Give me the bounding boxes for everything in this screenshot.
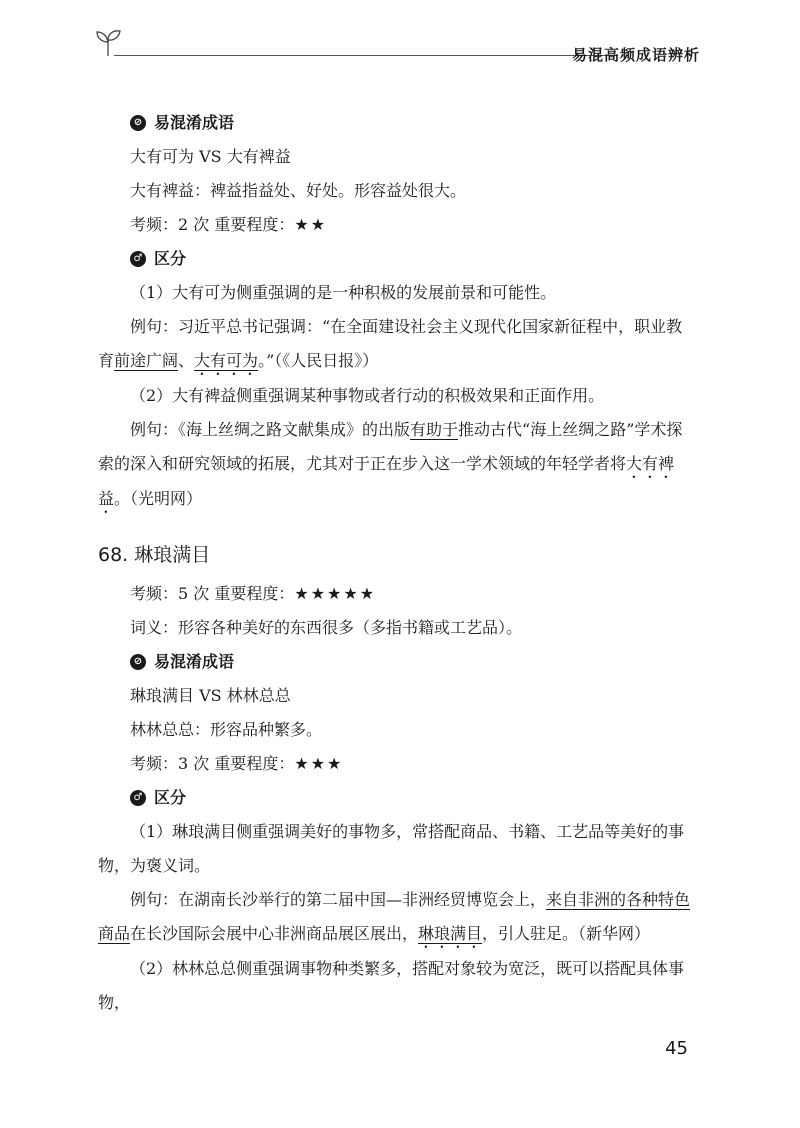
header-title: 易混高频成语辨析 bbox=[571, 46, 700, 64]
confusable-idioms-heading bbox=[98, 645, 698, 679]
example-source: 。”（《人民日报》） bbox=[258, 351, 379, 370]
distinction-icon: ♂ bbox=[130, 251, 146, 267]
confusion-icon: ⊘ bbox=[130, 115, 146, 131]
frequency-label: 考频：3 次 重要程度： bbox=[130, 754, 295, 773]
example-sentence-1 bbox=[98, 883, 698, 952]
underlined-phrase: 来自非洲的各种特色商品 bbox=[98, 890, 691, 943]
highlighted-idiom: 大有可为 bbox=[194, 351, 259, 370]
underlined-phrase: 有助于 bbox=[410, 420, 459, 439]
example-text: 、 bbox=[178, 351, 195, 370]
confusion-icon: ⊘ bbox=[130, 654, 146, 670]
idiom-pair: 琳琅满目 VS 林林总总 bbox=[130, 686, 291, 705]
highlighted-idiom: 大有裨益 bbox=[98, 454, 675, 508]
idiom-definition: 大有裨益：裨益指益处、好处。形容益处很大。 bbox=[130, 181, 467, 200]
example-text: 例句：在湖南长沙举行的第二届中国—非洲经贸博览会上， bbox=[130, 890, 547, 909]
highlighted-idiom: 琳琅满目 bbox=[418, 924, 483, 943]
distinction-point-1: （1）琳琅满目侧重强调美好的事物多，常搭配商品、书籍、工艺品等美好的事物，为褒义词。 bbox=[98, 822, 685, 875]
example-text: 推动古代“海上丝绸之路”学术探索的深入和研究领域的拓展，尤其对于正在步入这一学术领域的年轻学者将 bbox=[98, 420, 683, 473]
distinction-heading bbox=[98, 242, 698, 276]
frequency-line bbox=[98, 577, 698, 611]
example-sentence-2 bbox=[98, 413, 698, 517]
page-number: 45 bbox=[665, 1038, 688, 1059]
frequency-label: 考频：5 次 重要程度： bbox=[130, 584, 295, 603]
importance-stars: ★★★★★ bbox=[294, 584, 377, 603]
distinction-heading bbox=[98, 781, 698, 815]
distinction-point-2: （2）大有裨益侧重强调某种事物或者行动的积极效果和正面作用。 bbox=[130, 386, 605, 405]
idiom-definition: 林林总总：形容品种繁多。 bbox=[130, 720, 323, 739]
distinction-point-2: （2）林林总总侧重强调事物种类繁多，搭配对象较为宽泛，既可以搭配具体事物， bbox=[98, 959, 685, 1012]
frequency-line bbox=[98, 208, 698, 242]
distinction-heading-label: 区分 bbox=[154, 249, 187, 268]
sprout-icon bbox=[94, 26, 124, 58]
page-body bbox=[98, 106, 698, 1020]
distinction-heading-label: 区分 bbox=[154, 788, 187, 807]
frequency-line bbox=[98, 747, 698, 781]
example-text: 在长沙国际会展中心非洲商品展区展出， bbox=[130, 924, 419, 943]
idiom-pair: 大有可为 VS 大有裨益 bbox=[130, 147, 291, 166]
example-source: 。（光明网） bbox=[114, 489, 203, 508]
importance-stars: ★★★ bbox=[294, 754, 344, 773]
example-text: 例句：习近平总书记强调：“在全面建设社会主义现代化国家新征程中，职业教育 bbox=[98, 317, 683, 370]
frequency-label: 考频：2 次 重要程度： bbox=[130, 215, 295, 234]
confusable-heading-label: 易混淆成语 bbox=[154, 113, 235, 132]
underlined-phrase: 前途广阔 bbox=[114, 351, 179, 370]
confusable-heading-label: 易混淆成语 bbox=[154, 652, 235, 671]
entry-title: 68. 琳琅满目 bbox=[98, 544, 211, 566]
example-sentence-1 bbox=[98, 310, 698, 379]
importance-stars: ★★ bbox=[294, 215, 328, 234]
idiom-meaning: 词义：形容各种美好的东西很多（多指书籍或工艺品）。 bbox=[130, 618, 523, 637]
header-rule bbox=[114, 55, 616, 56]
example-text: 例句：《海上丝绸之路文献集成》的出版 bbox=[130, 420, 411, 439]
page-header bbox=[94, 22, 706, 72]
confusable-idioms-heading bbox=[98, 106, 698, 140]
distinction-point-1: （1）大有可为侧重强调的是一种积极的发展前景和可能性。 bbox=[130, 283, 557, 302]
example-source: ，引人驻足。（新华网） bbox=[482, 924, 651, 943]
distinction-icon: ♂ bbox=[130, 790, 146, 806]
